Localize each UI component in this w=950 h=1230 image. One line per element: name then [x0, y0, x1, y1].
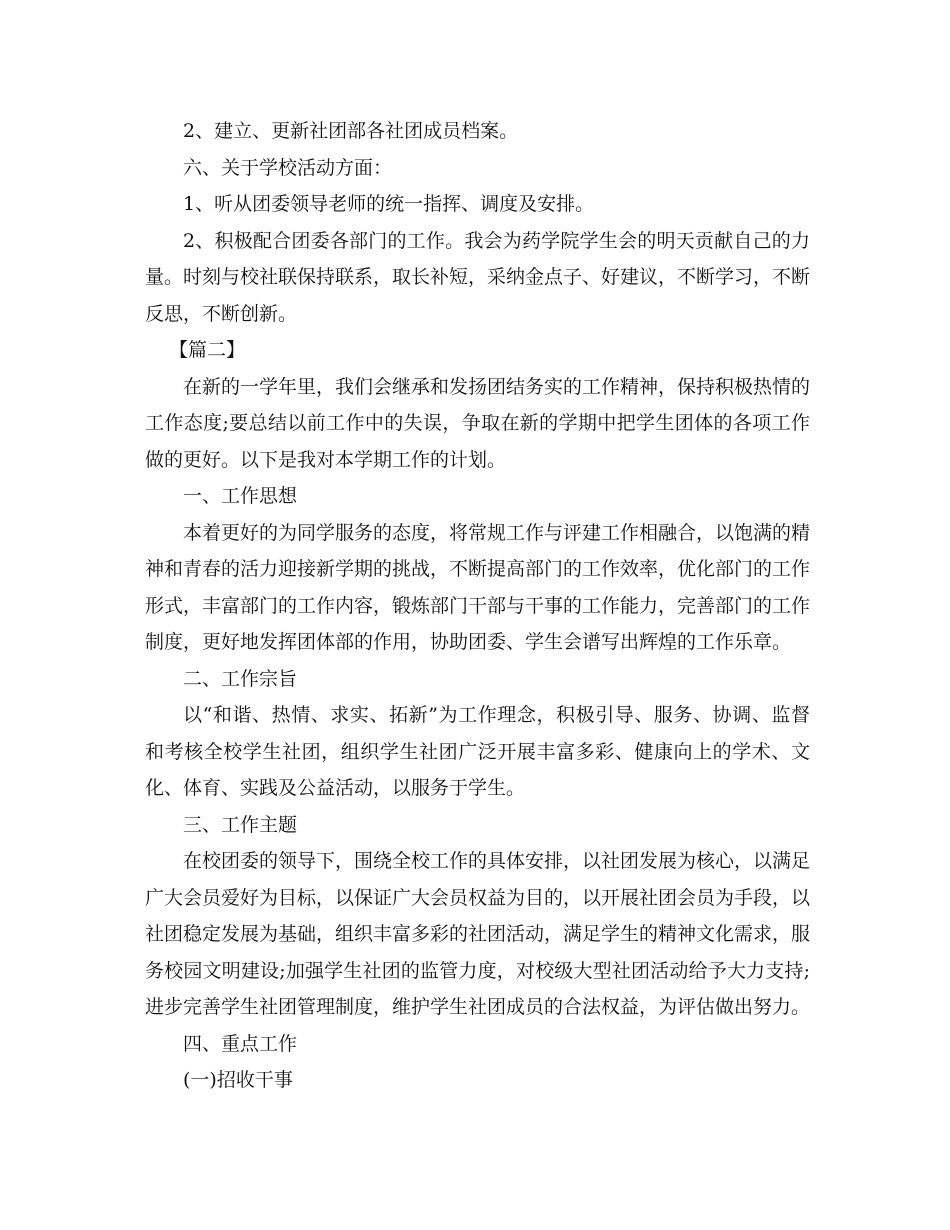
document-body: [145, 113, 810, 1099]
section-heading: 四、重点工作: [183, 1032, 298, 1055]
section-heading: 一、工作思想: [183, 485, 298, 507]
body-paragraph: 在校团委的领导下，围绕全校工作的具体安排，以社团发展为核心，以满足广大会员爱好为目标，以保证广大会员权益为目的，以开展社团会员为手段，以社团稳定发展为基础，组织丰富多彩的社团活动，满足学生的精神文化需求，服务校园文明建设;加强学生社团的监管力度，对校级大型社团活动给予大力支持;进步完善学生社团管理制度，维护学生社团成员的合法权益，为评估做出努力。: [145, 850, 811, 1018]
section-heading: 三、工作主题: [183, 813, 298, 836]
part-title: 【篇二】: [169, 339, 246, 361]
section-heading: 二、工作宗旨: [183, 667, 298, 690]
body-paragraph: 以“和谐、热情、求实、拓新”为工作理念，积极引导、服务、协调、监督和考核全校学生社团，组织学生社团广泛开展丰富多彩、健康向上的学术、文化、体育、实践及公益活动，以服务于学生。: [145, 704, 810, 799]
body-paragraph: 在新的一学年里，我们会继承和发扬团结务实的工作精神，保持积极热情的工作态度;要总结以前工作中的失误，争取在新的学期中把学生团体的各项工作做的更好。以下是我对本学期工作的计划。: [145, 375, 811, 471]
list-item: 2、建立、更新社团部各社团成员档案。: [183, 120, 519, 142]
body-paragraph: 本着更好的为同学服务的态度，将常规工作与评建工作相融合，以饱满的精神和青春的活力迎接新学期的挑战，不断提高部门的工作效率，优化部门的工作形式，丰富部门的工作内容，锻炼部门干部与干事的工作能力，完善部门的工作制度，更好地发挥团体部的作用，协助团委、学生会谱写出辉煌的工作乐章。: [145, 521, 811, 653]
subsection-heading: (一)招收干事: [183, 1069, 293, 1091]
section-heading: 六、关于学校活动方面：: [183, 156, 393, 179]
list-item: 1、听从团委领导老师的统一指挥、调度及安排。: [183, 193, 595, 215]
list-item: 2、积极配合团委各部门的工作。我会为药学院学生会的明天贡献自己的力量。时刻与校社联保持联系，取长补短，采纳金点子、好建议，不断学习，不断反思，不断创新。: [145, 229, 811, 325]
